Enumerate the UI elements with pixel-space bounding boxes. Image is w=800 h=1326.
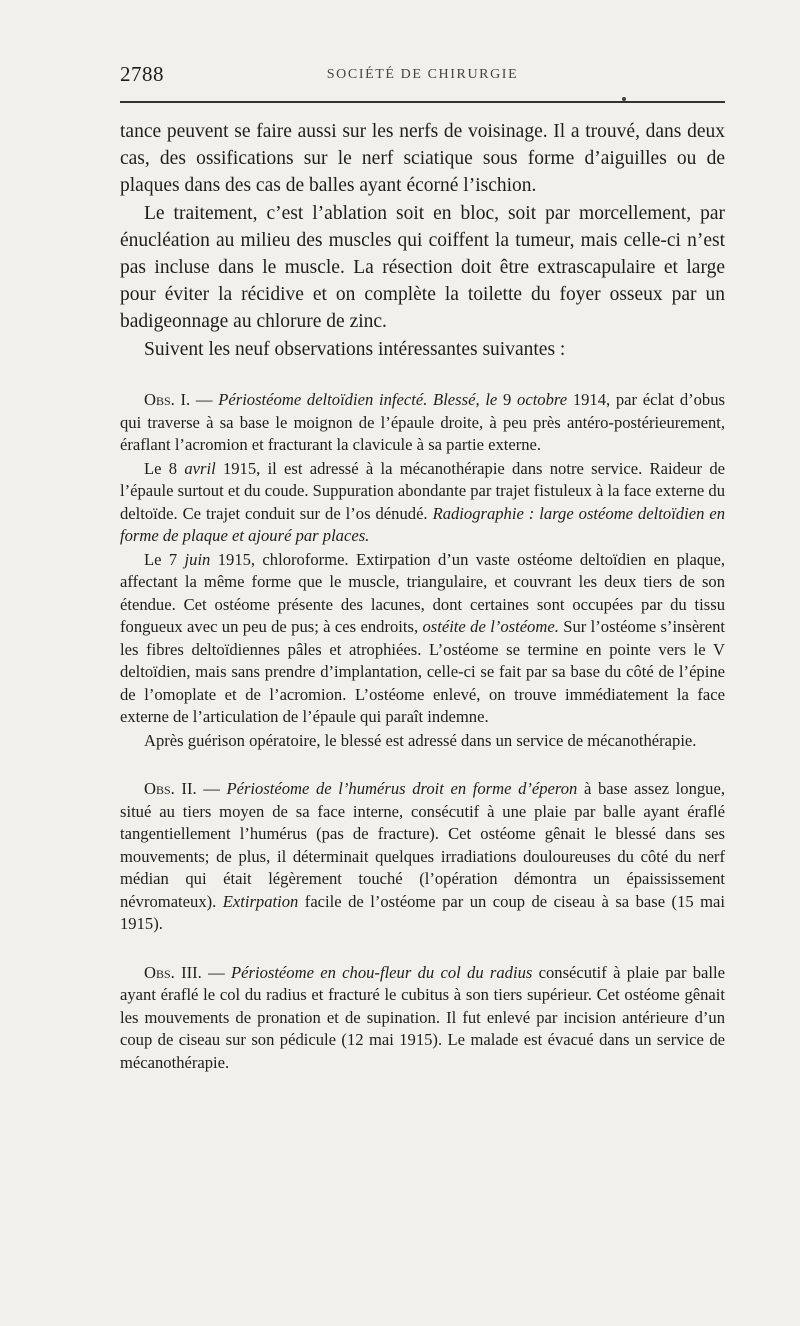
rule-dot: [622, 97, 626, 101]
observation-1-paragraph-2: Le 8 avril 1915, il est adressé à la mécanothérapie dans notre service. Raideur de l’épaule surtout et du coude. Suppuration abondante par trajet fistuleux à la face externe du deltoïde. Ce trajet conduit sur de l’os dénudé. Radiographie : large ostéome deltoïdien en forme de plaque et ajouré par places.: [120, 458, 725, 545]
paragraph-treatment: Le traitement, c’est l’ablation soit en bloc, soit par morcellement, par énucléation au milieu des muscles qui coiffent la tumeur, mais celle-ci n’est pas incluse dans le muscle. La résection doit être extrascapulaire et large pour éviter la récidive et on complète la toilette du foyer osseux par un badigeonnage au chlorure de zinc.: [120, 203, 725, 332]
radiography-note: Radiographie : large ostéome deltoïdien en forme de plaque et ajouré par places.: [120, 503, 725, 545]
observation-1-title: Périostéome deltoïdien infecté. Blessé, le: [218, 390, 498, 409]
page-header: [120, 60, 725, 92]
observation-1-paragraph-3: Le 7 juin 1915, chloroforme. Extirpation d’un vaste ostéome deltoïdien en plaque, affectant la même forme que le muscle, triangulaire, et couvrant les deux tiers de son étendue. Cet ostéome présente des lacunes, dont certaines sont occupées par du tissu fongueux avec un peu de pus; à ces endroits, ostéite de l’ostéome. Sur l’ostéome s’insèrent les fibres deltoïdiennes pâles et atrophiées. L’ostéome se termine en pointe vers le V deltoïdien, mais sans prendre d’implantation, celle-ci se fait par sa base du côté de l’épine de l’omoplate et de l’acromion. L’ostéome enlevé, on trouve immédiatement la face externe de l’articulation de l’épaule qui paraît indemne.: [120, 549, 725, 726]
paragraph-continuation: tance peuvent se faire aussi sur les nerfs de voisinage. Il a trouvé, dans deux cas, des ossifications sur le nerf sciatique sous forme d’aiguilles ou de plaques dans des cas de balles ayant écorné l’ischion.: [120, 121, 725, 196]
observation-1-paragraph-4: Après guérison opératoire, le blessé est adressé dans un service de mécanothérapie.: [144, 730, 697, 750]
paragraph-observations-intro: Suivent les neuf observations intéressantes suivantes :: [144, 339, 566, 360]
observation-3-paragraph: Obs. III. — Périostéome en chou-fleur du col du radius consécutif à plaie par balle ayant éraflé le col du radius et fracturé le cubitus à son tiers supérieur. Cet ostéome gênait les mouvements de pronation et de supination. Il fut enlevé par incision antérieure d’un coup de ciseau sur son pédicule (12 mai 1915). Le malade est évacué dans un service de mécanothérapie.: [120, 962, 726, 1072]
observation-3-title: Périostéome en chou-fleur du col du radius: [231, 962, 533, 982]
observation-3-label: Obs. III.: [144, 962, 202, 982]
header-rule: [120, 101, 725, 103]
observation-1-label: Obs. I.: [144, 390, 191, 409]
running-head: SOCIÉTÉ DE CHIRURGIE: [326, 67, 519, 82]
observation-1-paragraph: Obs. I. — Périostéome deltoïdien infecté. Blessé, le 9 octobre 1914, par éclat d’obus qui traverse à sa base le moignon de l’épaule droite, à peu près antéro-postérieurement, éraflant l’acromion et fracturant la clavicule à sa partie externe.: [120, 390, 725, 454]
observation-2-paragraph: Obs. II. — Périostéome de l’humérus droit en forme d’éperon à base assez longue, situé au tiers moyen de sa face interne, consécutif à une plaie par balle ayant éraflé tangentiellement l’humérus (pas de fracture). Cet ostéome gênait le blessé dans ses mouvements; de plus, il déterminait quelques irradiations douloureuses du côté du nerf médian qui était légèrement touché (l’opération démontra un épaississement névromateux). Extirpation facile de l’ostéome par un coup de ciseau à sa base (15 mai 1915).: [120, 779, 725, 933]
page-number: 2788: [120, 62, 164, 86]
observation-2-title: Périostéome de l’humérus droit en forme d’éperon: [226, 779, 578, 798]
body-text: [120, 118, 725, 1074]
observation-2-label: Obs. II.: [144, 779, 197, 798]
